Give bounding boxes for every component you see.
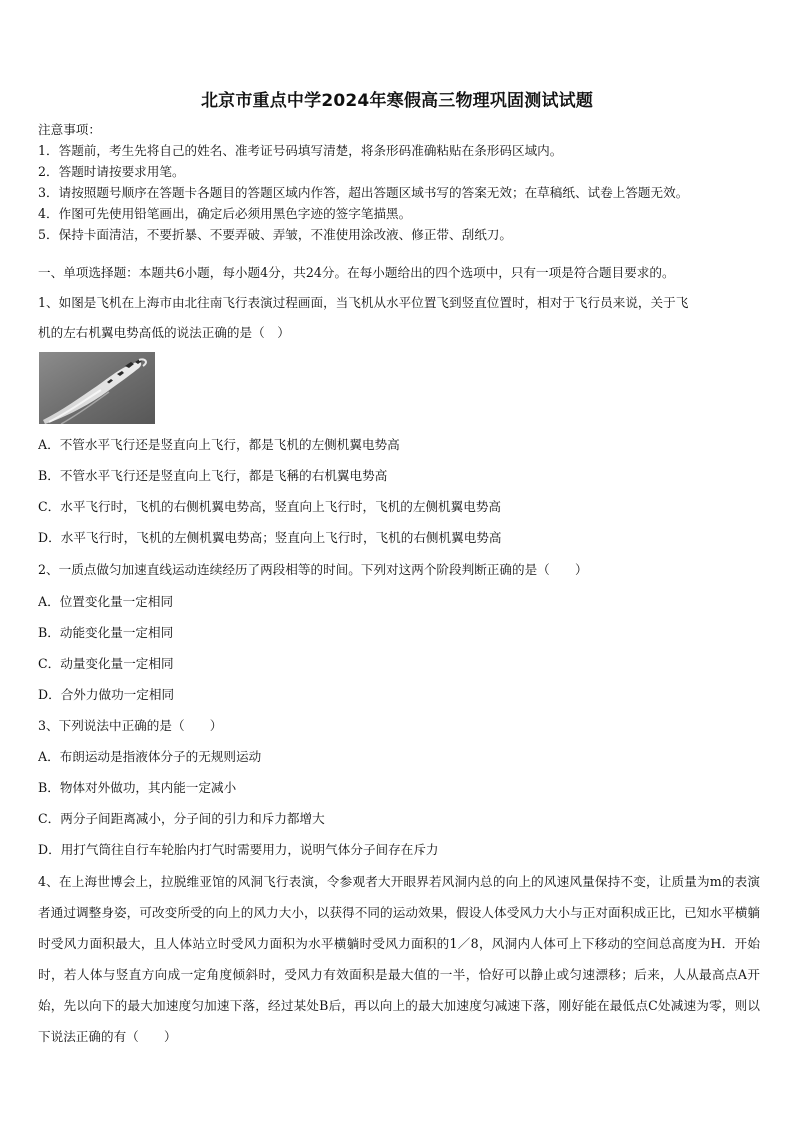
q3-option-b: B．物体对外做功，其内能一定减小 — [38, 780, 237, 795]
q2-option-b: B．动能变化量一定相同 — [38, 625, 174, 640]
q3-option-c: C．两分子间距离减小，分子间的引力和斥力都增大 — [38, 811, 325, 826]
notice-item-5: 5．保持卡面清洁，不要折暴、不要弄破、弄皱，不准使用涂改液、修正带、刮纸刀。 — [38, 227, 512, 242]
q3-option-a: A．布朗运动是指液体分子的无规则运动 — [38, 749, 262, 764]
q1-stem-line1: 1、如图是飞机在上海市由北往南飞行表演过程画面，当飞机从水平位置飞到竖直位置时，相对于飞行员来说，关于飞 — [38, 295, 689, 310]
notice-heading: 注意事项： — [38, 122, 101, 137]
q1-stem-line2: 机的左右机翼电势高低的说法正确的是（ ） — [38, 325, 290, 340]
notice-item-2: 2．答题时请按要求用笔。 — [38, 164, 185, 179]
q2-stem: 2、一质点做匀加速直线运动连续经历了两段相等的时间。下列对这两个阶段判断正确的是（ ） — [38, 562, 588, 577]
q2-option-c: C．动量变化量一定相同 — [38, 656, 174, 671]
q1-option-c: C．水平飞行时，飞机的右侧机翼电势高，竖直向上飞行时，飞机的左侧机翼电势高 — [38, 499, 502, 514]
notice-item-1: 1．答题前，考生先将自己的姓名、准考证号码填写清楚，将条形码准确粘贴在条形码区域内。 — [38, 143, 563, 158]
section-heading: 一、单项选择题：本题共6小题，每小题4分，共24分。在每小题给出的四个选项中，只有一项是符合题目要求的。 — [38, 265, 675, 280]
q3-option-d: D．用打气筒往自行车轮胎内打气时需要用力，说明气体分子间存在斥力 — [38, 842, 439, 857]
exam-title: 北京市重点中学2024年寒假高三物理巩固测试试题 — [200, 91, 594, 111]
q2-option-a: A．位置变化量一定相同 — [38, 594, 174, 609]
q3-stem: 3、下列说法中正确的是（ ） — [38, 718, 223, 733]
q1-option-b: B．不管水平飞行还是竖直向上飞行，都是飞稱的右机翼电势高 — [38, 468, 388, 483]
q1-option-d: D．水平飞行时，飞机的左侧机翼电势高；竖直向上飞行时，飞机的右侧机翼电势高 — [38, 530, 502, 545]
q4-stem: 4、在上海世博会上，拉脱维亚馆的风洞飞行表演，令参观者大开眼界若风洞内总的向上的风速风量保持不变，让质量为m的表演者通过调整身姿，可改变所受的向上的风力大小，以获得不同的运动效果，假设人体受风力大小与正对面积成正比，已知水平横躺时受风力面积最大，且人体站立时受风力面积为水平横躺时受风力面积的1／8，风洞内人体可上下移动的空间总高度为H．开始时，若人体与竖直方向成一定角度倾斜时，受风力有效面积是最大值的一半，恰好可以静止或匀速漂移；后来，人从最高点A开始，先以向下的最大加速度匀加速下落，经过某处B后，再以向上的最大加速度匀减速下落，刚好能在最低点C处减速为零，则以下说法正确的有（ ） — [38, 874, 760, 1044]
q1-option-a: A．不管水平飞行还是竖直向上飞行，都是飞机的左侧机翼电势高 — [38, 437, 400, 452]
airshow-photo-icon — [39, 352, 155, 424]
q2-option-d: D．合外力做功一定相同 — [38, 687, 175, 702]
notice-item-3: 3．请按照题号顺序在答题卡各题目的答题区域内作答，超出答题区域书写的答案无效；在草稿纸、试卷上答题无效。 — [38, 185, 689, 200]
notice-item-4: 4．作图可先使用铅笔画出，确定后必须用黑色字迹的签字笔描黑。 — [38, 206, 412, 221]
